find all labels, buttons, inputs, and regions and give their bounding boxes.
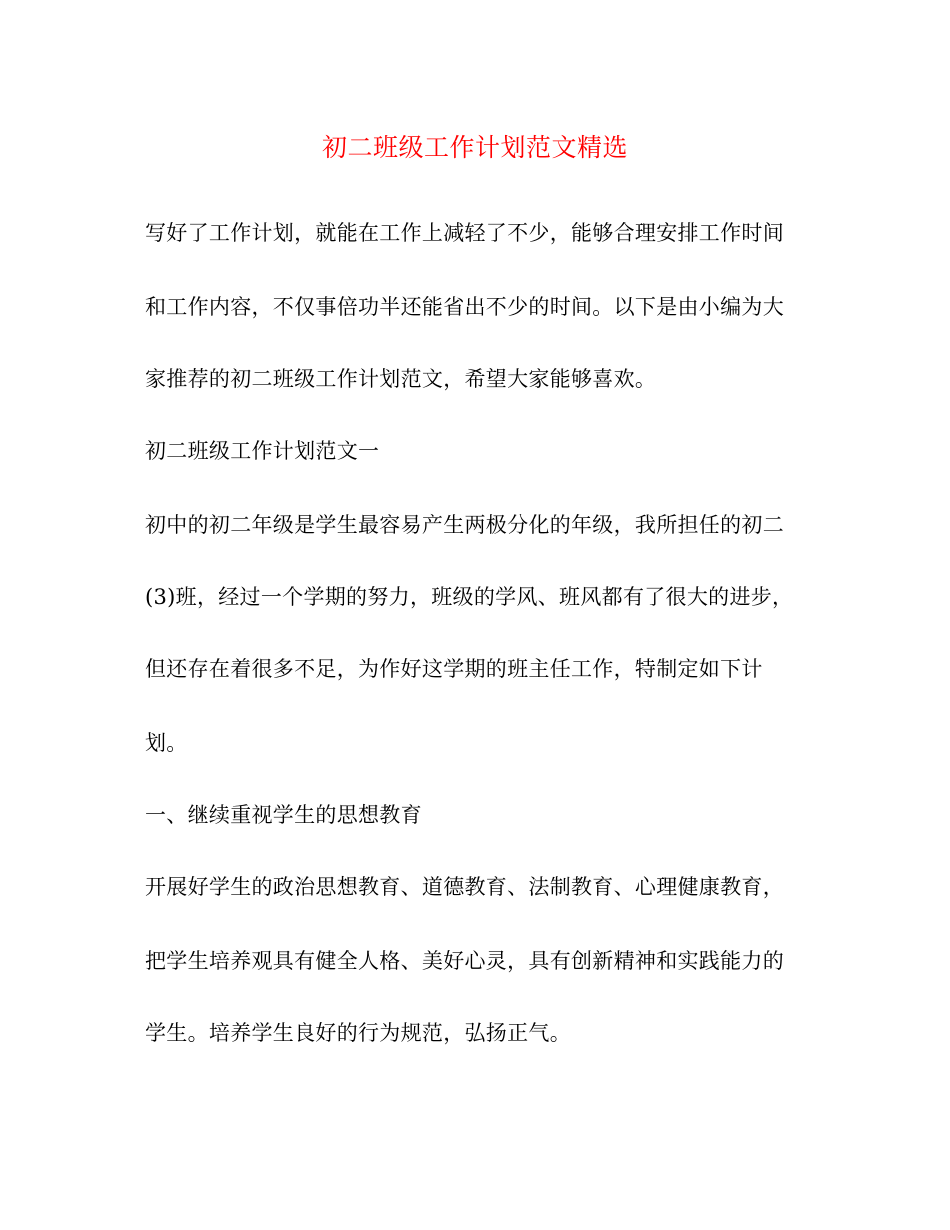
- text-line: 学生。培养学生良好的行为规范，弘扬正气。: [145, 1021, 571, 1045]
- text-line: 和工作内容，不仅事倍功半还能省出不少的时间。以下是由小编为大: [145, 295, 784, 319]
- text-line: 把学生培养观具有健全人格、美好心灵，具有创新精神和实践能力的: [145, 949, 784, 973]
- section-heading: 一、继续重视学生的思想教育: [145, 803, 422, 827]
- text-line: 但还存在着很多不足，为作好这学期的班主任工作，特制定如下计: [145, 657, 763, 681]
- text-line: 开展好学生的政治思想教育、道德教育、法制教育、心理健康教育，: [145, 875, 784, 899]
- document-title: 初二班级工作计划范文精选: [321, 133, 628, 162]
- text-line: 写好了工作计划，就能在工作上减轻了不少，能够合理安排工作时间: [145, 221, 784, 245]
- text-line: 划。: [145, 731, 188, 755]
- text-line: 家推荐的初二班级工作计划范文，希望大家能够喜欢。: [145, 367, 657, 391]
- section-heading: 初二班级工作计划范文一: [145, 439, 380, 463]
- text-line: (3)班，经过一个学期的努力，班级的学风、班风都有了很大的进步，: [145, 585, 794, 609]
- text-line: 初中的初二年级是学生最容易产生两极分化的年级，我所担任的初二: [145, 513, 784, 537]
